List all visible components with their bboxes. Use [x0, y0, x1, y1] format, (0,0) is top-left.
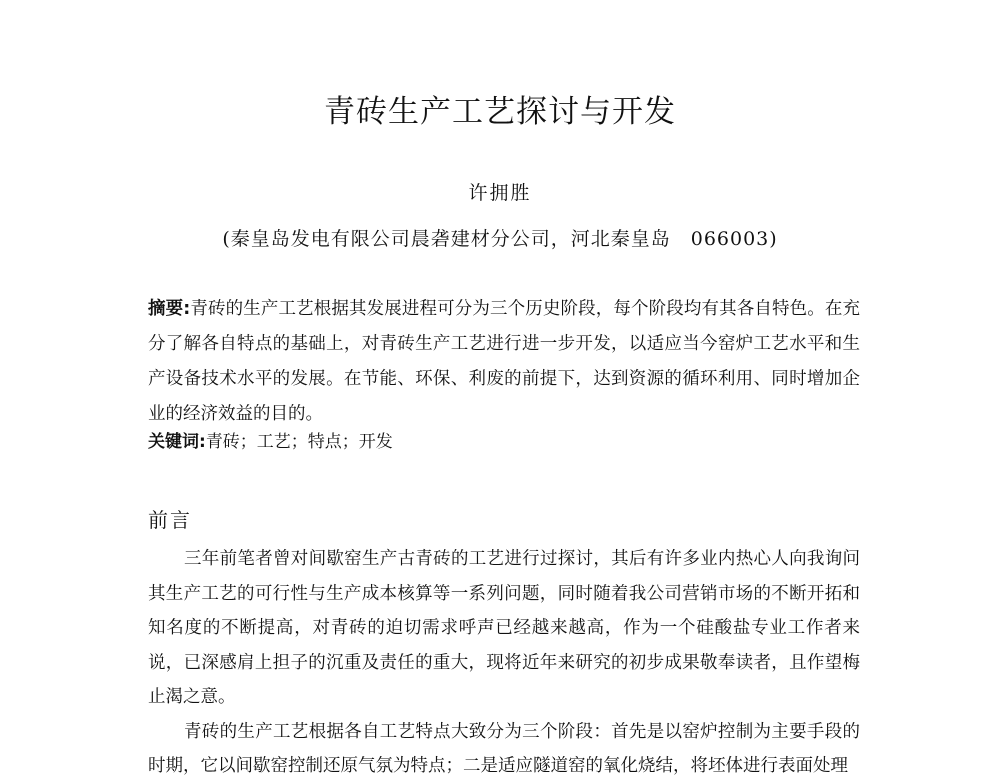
paper-title: 青砖生产工艺探讨与开发 — [324, 94, 676, 130]
paper-affiliation: (秦皇岛发电有限公司晨砻建材分公司，河北秦皇岛 066003) — [222, 228, 778, 250]
section-heading: 前言 — [148, 508, 192, 532]
body-paragraph: 青砖的生产工艺根据各自工艺特点大致分为三个阶段：首先是以窑炉控制为主要手段的时期，它以间歇窑控制还原气氛为特点；二是适应隧道窑的氧化烧结，将坯体进行表面处理 — [148, 721, 860, 776]
body-text — [148, 542, 860, 784]
paper-author: 许拥胜 — [468, 182, 532, 204]
abstract-block — [148, 292, 860, 432]
body-paragraph: 三年前笔者曾对间歇窑生产古青砖的工艺进行过探讨，其后有许多业内热心人向我询问其生产工艺的可行性与生产成本核算等一系列问题，同时随着我公司营销市场的不断开拓和知名度的不断提高，对青砖的迫切需求呼声已经越来越高，作为一个硅酸盐专业工作者来说，已深感肩上担子的沉重及责任的重大，现将近年来研究的初步成果敬奉读者，且作望梅止渴之意。 — [148, 549, 860, 707]
abstract-text: 青砖的生产工艺根据其发展进程可分为三个历史阶段，每个阶段均有其各自特色。在充分了解各自特点的基础上，对青砖生产工艺进行进一步开发，以适应当今窑炉工艺水平和生产设备技术水平的发展。在节能、环保、利废的前提下，达到资源的循环利用、同时增加企业的经济效益的目的。 — [148, 299, 860, 424]
keywords-text: 青砖；工艺；特点；开发 — [205, 432, 393, 452]
abstract-label: 摘要: — [148, 299, 191, 319]
keywords-label: 关键词: — [148, 432, 206, 452]
keywords-block — [148, 427, 860, 457]
